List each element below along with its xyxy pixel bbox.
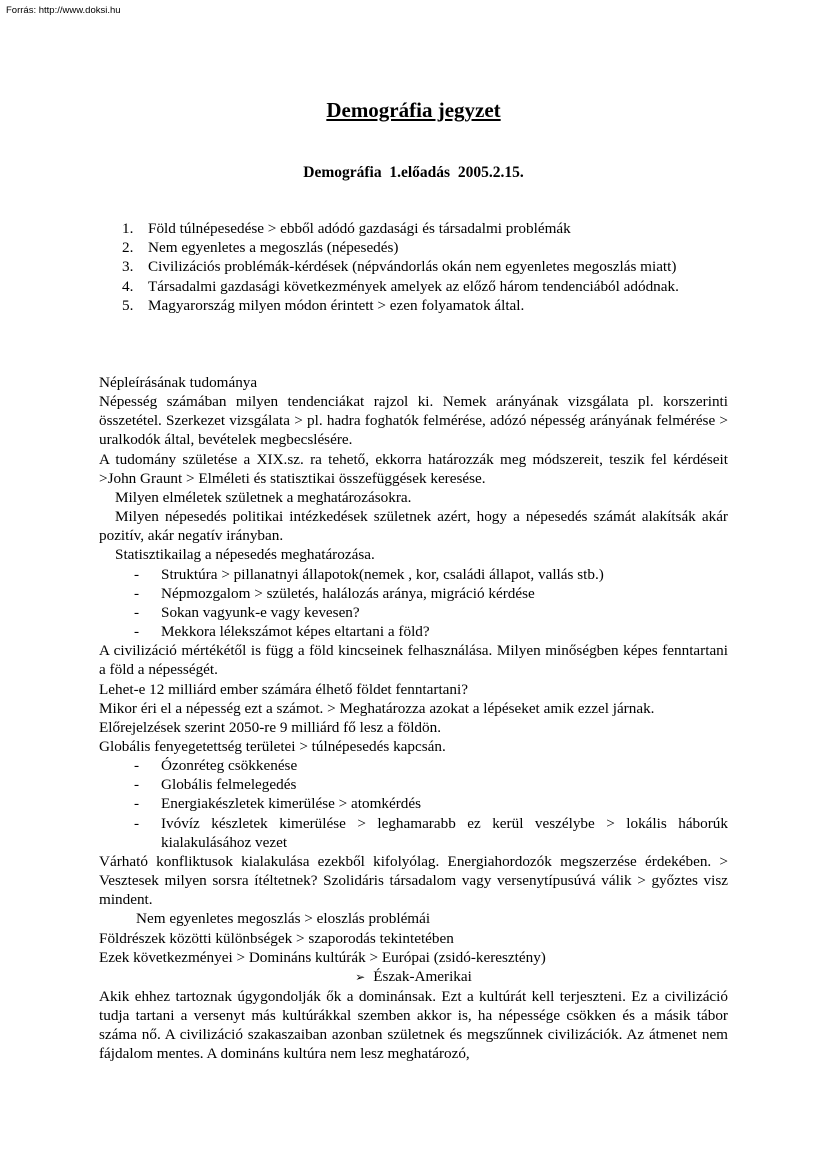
dash-item-text: Népmozgalom > születés, halálozás aránya, migráció kérdése — [161, 584, 535, 602]
list-number: 5. — [122, 296, 134, 314]
paragraph: Várható konfliktusok kialakulása ezekből kifolyólag. Energiahordozók megszerzése érdekében. > Vesztesek milyen sorsra ítéltetnek? Szolidáris társadalom vagy versenytípusúvá válik > győztes visz mindent. — [99, 852, 728, 909]
paragraph-indented — [99, 507, 728, 545]
dash-bullet: - — [134, 757, 140, 775]
dash-item-text: Struktúra > pillanatnyi állapotok(nemek , kor, családi állapot, vallás stb.) — [161, 565, 604, 583]
section-heading: Népleírásának tudománya — [99, 374, 258, 391]
dash-item-text: Mekkora lélekszámot képes eltartani a föld? — [161, 623, 430, 641]
document-title: Demográfia jegyzet — [326, 98, 501, 122]
dash-bullet: - — [134, 795, 140, 813]
dash-list-item — [99, 565, 728, 584]
dash-item-text: Energiakészletek kimerülése > atomkérdés — [161, 795, 422, 813]
dash-list-item — [99, 814, 728, 852]
paragraph: Nem egyenletes megoszlás > eloszlás problémái — [136, 910, 431, 928]
dash-item-text: Ózonréteg csökkenése — [161, 757, 298, 775]
dash-item-text: Globális felmelegedés — [161, 776, 297, 794]
paragraph: Akik ehhez tartoznak úgygondolják ők a dominánsak. Ezt a kultúrát kell terjeszteni. Ez a civilizáció tudja tartani a versenyt más kultúrákkal szemben akkor is, ha népessége csökken és a másik tábor száma nő. A civilizáció szakaszaiban azonban születnek és megszűnnek civilizációk. Az átmenet nem fájdalom mentes. A domináns kultúra nem lesz meghatározó, — [99, 988, 728, 1063]
dash-bullet: - — [134, 565, 140, 583]
arrow-bullet-icon: ➢ — [355, 969, 366, 984]
paragraph: Statisztikailag a népesedés meghatározása. — [115, 546, 375, 564]
document-body — [99, 373, 728, 1064]
dash-list-item — [99, 584, 728, 603]
list-number: 3. — [122, 258, 134, 276]
list-item-text: Föld túlnépesedése > ebből adódó gazdasági és társadalmi problémák — [148, 220, 571, 237]
paragraph: Földrészek közötti különbségek > szaporodás tekintetében — [99, 929, 454, 947]
dash-list-item — [99, 756, 728, 775]
list-item — [122, 238, 728, 257]
arrow-list-item — [99, 967, 728, 987]
list-item — [122, 277, 728, 296]
paragraph: Ezek következményei > Domináns kultúrák > Európai (zsidó-keresztény) — [99, 948, 546, 966]
paragraph-text: Milyen népesedés politikai intézkedések születnek azért, hogy a népesedés számát alakítsák akár pozitív, akár negatív irányban. — [99, 508, 728, 545]
paragraph: Lehet-e 12 milliárd ember számára élhető földet fenntartani? — [99, 680, 468, 698]
list-item-text: Nem egyenletes a megoszlás (népesedés) — [148, 239, 399, 257]
dash-bullet: - — [134, 623, 140, 641]
dash-bullet: - — [134, 584, 140, 602]
paragraph: Mikor éri el a népesség ezt a számot. > Meghatározza azokat a lépéseket amik ezzel járnak. — [99, 699, 655, 717]
list-item — [122, 296, 728, 315]
document-subtitle: Demográfia 1.előadás 2005.2.15. — [303, 164, 524, 181]
list-item-text: Magyarország milyen módon érintett > ezen folyamatok által. — [148, 296, 525, 314]
paragraph: Globális fenyegetettség területei > túlnépesedés kapcsán. — [99, 737, 446, 755]
dash-list-item — [99, 794, 728, 813]
list-item-text: Társadalmi gazdasági következmények amelyek az előző három tendenciából adódnak. — [148, 277, 679, 295]
paragraph: Milyen elméletek születnek a meghatározásokra. — [115, 488, 412, 506]
source-note: Forrás: http://www.doksi.hu — [6, 5, 121, 16]
paragraph: A tudomány születése a XIX.sz. ra tehető, ekkorra határozzák meg módszereit, teszik fel kérdéseit >John Graunt > Elméleti és statisztikai összefüggések keresése. — [99, 450, 728, 487]
dash-bullet: - — [134, 814, 140, 832]
dash-list-item — [99, 622, 728, 641]
paragraph: Előrejelzések szerint 2050-re 9 milliárd fő lesz a földön. — [99, 718, 442, 736]
list-item-text: Civilizációs problémák-kérdések (népvándorlás okán nem egyenletes megoszlás miatt) — [148, 258, 677, 276]
dash-bullet: - — [134, 776, 140, 794]
list-number: 2. — [122, 239, 134, 257]
dash-list-item — [99, 603, 728, 622]
list-item — [122, 219, 728, 238]
dash-item-text: Sokan vagyunk-e vagy kevesen? — [161, 603, 360, 621]
arrow-item-text: Észak-Amerikai — [373, 967, 472, 985]
paragraph: Népesség számában milyen tendenciákat rajzol ki. Nemek arányának vizsgálata pl. korszerinti összetétel. Szerkezet vizsgálata > pl. hadra foghatók felmérése, adózó népesség arányának felmérése > uralkodók által, bevételek megbecslésére. — [99, 393, 728, 449]
list-item — [122, 257, 728, 276]
dash-list-item — [99, 775, 728, 794]
dash-bullet: - — [134, 603, 140, 621]
dash-item-text: Ivóvíz készletek kimerülése > leghamarabb ez kerül veszélybe > lokális háborúk kialakulásához vezet — [161, 814, 728, 851]
list-number: 4. — [122, 277, 134, 295]
numbered-list — [122, 219, 728, 315]
paragraph: A civilizáció mértékétől is függ a föld kincseinek felhasználása. Milyen minőségben képes fenntartani a föld a népességét. — [99, 642, 728, 679]
list-number: 1. — [122, 220, 134, 237]
